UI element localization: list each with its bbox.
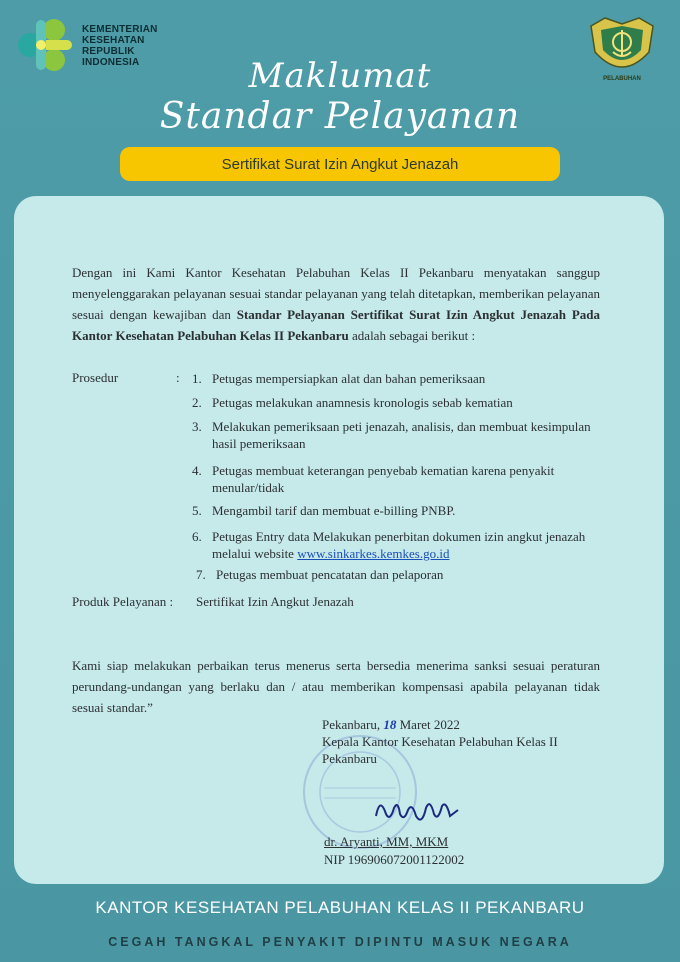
subtitle-text: Sertifikat Surat Izin Angkut Jenazah xyxy=(221,155,459,173)
step-number: 5. xyxy=(192,503,202,518)
step-number: 7. xyxy=(196,567,206,582)
step-number: 2. xyxy=(192,395,202,410)
subtitle-banner xyxy=(120,147,560,181)
footer-motto: CEGAH TANGKAL PENYAKIT DIPINTU MASUK NEGARA xyxy=(108,935,572,949)
signature-block xyxy=(322,716,602,767)
logo-line-2: KESEHATAN xyxy=(82,35,145,46)
closing-paragraph: Kami siap melakukan perbaikan terus menerus serta bersedia menerima sanksi sesuai peraturan perundang-undangan yang berlaku dan / atau memberikan kompensasi apabila pelayanan tidak sesuai standar.” xyxy=(72,658,600,715)
step-number: 3. xyxy=(192,419,202,434)
footer-office-name: KANTOR KESEHATAN PELABUHAN KELAS II PEKANBARU xyxy=(95,898,585,917)
product-row xyxy=(72,594,600,610)
step-number: 1. xyxy=(192,371,202,386)
sign-position: Kepala Kantor Kesehatan Pelabuhan Kelas II Pekanbaru xyxy=(322,734,558,766)
step-text: Petugas membuat pencatatan dan pelaporan xyxy=(216,567,444,582)
handwritten-signature-icon xyxy=(372,792,462,828)
step-text xyxy=(212,528,592,562)
intro-bold-text: Standar Pelayanan Sertifikat Surat Izin Angkut Jenazah Pada Kantor Kesehatan Pelabuhan Kelas II Pekanbaru xyxy=(72,307,600,343)
document-body xyxy=(72,262,600,867)
sinkarkes-website-link[interactable]: www.sinkarkes.kemkes.go.id xyxy=(297,546,450,561)
step-text: Melakukan pemeriksaan peti jenazah, analisis, dan membuat kesimpulan hasil pemeriksaan xyxy=(212,419,591,451)
title-line-2: Standar Pelayanan xyxy=(159,96,521,137)
logo-line-3: REPUBLIK xyxy=(82,46,135,57)
procedure-colon: : xyxy=(176,370,180,385)
intro-text-end: adalah sebagai berikut : xyxy=(348,328,476,343)
sign-place: Pekanbaru, xyxy=(322,717,381,732)
step-text: Mengambil tarif dan membuat e-billing PNBP. xyxy=(212,503,456,518)
step-number: 6. xyxy=(192,529,202,544)
sign-date xyxy=(322,716,602,733)
step-text: Petugas mempersiapkan alat dan bahan pemeriksaan xyxy=(212,371,486,386)
step-number: 4. xyxy=(192,463,202,478)
sign-month-year: Maret 2022 xyxy=(399,717,460,732)
step-text: Petugas membuat keterangan penyebab kematian karena penyakit menular/tidak xyxy=(212,463,555,495)
logo-line-1: KEMENTERIAN xyxy=(82,24,158,35)
intro-text: Dengan ini Kami Kantor Kesehatan Pelabuhan Kelas II Pekanbaru menyatakan sanggup menyelenggarakan pelayanan sesuai standar pelayanan yang telah ditetapkan, memberikan pelayanan sesuai dengan kewajiban dan xyxy=(72,265,600,322)
step-text: Petugas melakukan anamnesis kronologis sebab kematian xyxy=(212,395,513,410)
intro-paragraph xyxy=(72,262,600,346)
product-label: Produk Pelayanan : xyxy=(72,594,174,609)
logo-line-4: INDONESIA xyxy=(82,57,140,68)
emblem-label: PELABUHAN xyxy=(603,76,641,82)
step-text-part: Petugas Entry data Melakukan penerbitan dokumen izin angkut jenazah melalui website xyxy=(212,529,586,561)
signer-nip: NIP 196906072001122002 xyxy=(324,852,465,867)
product-value: Sertifikat Izin Angkut Jenazah xyxy=(196,594,354,609)
sign-day: 18 xyxy=(383,717,397,732)
signer-name: dr. Aryanti, MM, MKM xyxy=(324,834,449,849)
title-line-1: Maklumat xyxy=(248,56,432,96)
signer-block xyxy=(324,834,464,868)
procedure-label: Prosedur xyxy=(72,370,119,385)
